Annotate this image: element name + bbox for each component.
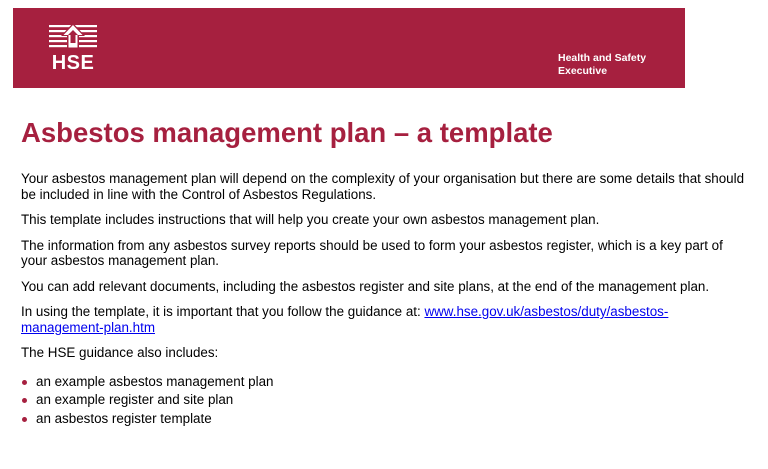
list-item-text: an asbestos register template: [36, 410, 212, 426]
guidance-prefix: In using the template, it is important that you follow the guidance at:: [21, 304, 425, 319]
hse-header-banner: [13, 8, 685, 88]
document-body: [21, 116, 749, 428]
intro-paragraph: Your asbestos management plan will depend on the complexity of your organisation but there are some details that should be included in line with the Control of Asbestos Regulations.: [21, 171, 745, 202]
bullet-icon: [22, 417, 27, 422]
list-item: [21, 373, 749, 392]
guidance-paragraph: [21, 304, 749, 335]
list-item-text: an example asbestos management plan: [36, 373, 274, 389]
survey-paragraph: The information from any asbestos survey reports should be used to form your asbestos register, which is a key part of your asbestos management plan.: [21, 237, 723, 268]
bullet-icon: [22, 398, 27, 403]
bullet-icon: [22, 380, 27, 385]
document-title: Asbestos management plan – a template: [21, 117, 553, 148]
hse-logo-text: HSE: [51, 52, 95, 74]
list-item: [21, 391, 749, 410]
also-includes-paragraph: The HSE guidance also includes:: [21, 345, 219, 360]
template-paragraph: This template includes instructions that will help you create your own asbestos management plan.: [21, 212, 600, 227]
guidance-list: [21, 373, 749, 429]
list-item: [21, 410, 749, 429]
organisation-name: Health and Safety Executive: [558, 52, 647, 77]
documents-paragraph: You can add relevant documents, including the asbestos register and site plans, at the end of the management plan.: [21, 278, 710, 294]
hse-logo: [47, 22, 99, 78]
list-item-text: an example register and site plan: [36, 392, 234, 407]
guidance-link[interactable]: www.hse.gov.uk/asbestos/duty/asbestos-management-plan.htm: [21, 304, 669, 335]
hse-emblem-icon: [47, 22, 99, 52]
